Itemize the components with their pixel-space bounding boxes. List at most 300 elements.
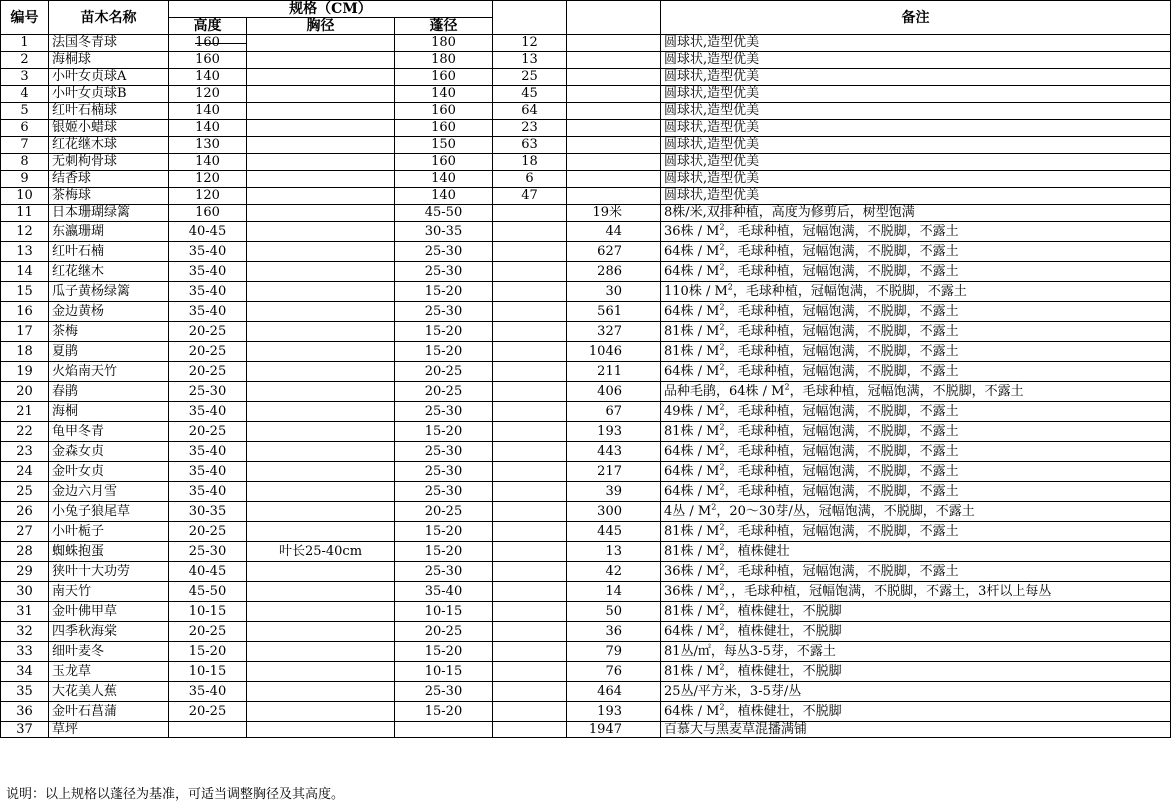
cell-qty-b: 1046 xyxy=(567,342,661,362)
table-row xyxy=(1,542,1171,562)
cell-dbh xyxy=(247,242,395,262)
remark-text: 110株 / M xyxy=(664,283,728,299)
cell-crown: 150 xyxy=(395,137,493,154)
cell-num: 27 xyxy=(1,522,49,542)
superscript: 2 xyxy=(719,562,725,572)
cell-dbh xyxy=(247,342,395,362)
cell-remark xyxy=(661,154,1171,171)
cell-qty-a: 63 xyxy=(493,137,567,154)
cell-qty-b: 217 xyxy=(567,462,661,482)
superscript: 2 xyxy=(719,482,725,492)
remark-text: 64株 / M xyxy=(664,623,720,639)
cell-remark xyxy=(661,222,1171,242)
cell-height: 40-45 xyxy=(169,562,247,582)
cell-crown: 25-30 xyxy=(395,402,493,422)
cell-dbh xyxy=(247,120,395,137)
cell-num: 3 xyxy=(1,69,49,86)
cell-name: 红叶石楠球 xyxy=(49,103,169,120)
cell-height: 140 xyxy=(169,120,247,137)
superscript: 2 xyxy=(719,302,725,312)
cell-name: 红叶石楠 xyxy=(49,242,169,262)
table-row xyxy=(1,35,1171,52)
remark-text: 64株 / M xyxy=(664,243,720,259)
cell-remark xyxy=(661,522,1171,542)
cell-dbh xyxy=(247,137,395,154)
cell-crown: 35-40 xyxy=(395,582,493,602)
remark-text: 25丛/平方米，3-5芽/丛 xyxy=(664,683,802,699)
superscript: 2 xyxy=(719,602,725,612)
cell-remark xyxy=(661,362,1171,382)
cell-remark xyxy=(661,382,1171,402)
cell-qty-b: 76 xyxy=(567,662,661,682)
remark-text-tail: ，毛球种植，冠幅饱满，不脱脚，不露土 xyxy=(724,323,959,339)
cell-num: 32 xyxy=(1,622,49,642)
superscript: 2 xyxy=(719,222,725,232)
cell-crown: 15-20 xyxy=(395,702,493,722)
cell-dbh xyxy=(247,52,395,69)
table-row xyxy=(1,262,1171,282)
superscript: 2 xyxy=(719,542,725,552)
cell-crown: 15-20 xyxy=(395,542,493,562)
remark-text: 圆球状,造型优美 xyxy=(664,103,760,118)
cell-qty-b xyxy=(567,137,661,154)
cell-qty-b: 286 xyxy=(567,262,661,282)
cell-crown: 160 xyxy=(395,69,493,86)
cell-name: 南天竹 xyxy=(49,582,169,602)
remark-text: 64株 / M xyxy=(664,483,720,499)
cell-qty-a xyxy=(493,282,567,302)
cell-qty-a xyxy=(493,262,567,282)
cell-qty-b xyxy=(567,86,661,103)
superscript: 2 xyxy=(719,242,725,252)
cell-height: 20-25 xyxy=(169,362,247,382)
cell-name: 蜘蛛抱蛋 xyxy=(49,542,169,562)
cell-qty-a xyxy=(493,662,567,682)
cell-crown: 15-20 xyxy=(395,342,493,362)
remark-text: 品种毛鹃，64株 / M xyxy=(664,383,785,399)
cell-qty-a xyxy=(493,442,567,462)
cell-dbh xyxy=(247,582,395,602)
cell-remark xyxy=(661,103,1171,120)
cell-num: 36 xyxy=(1,702,49,722)
remark-text: 81株 / M xyxy=(664,523,720,539)
cell-remark xyxy=(661,702,1171,722)
cell-remark xyxy=(661,262,1171,282)
remark-text-tail: ，毛球种植，冠幅饱满，不脱脚，不露土 xyxy=(724,563,959,579)
table-row xyxy=(1,642,1171,662)
cell-name: 金边六月雪 xyxy=(49,482,169,502)
cell-crown: 25-30 xyxy=(395,442,493,462)
cell-crown: 140 xyxy=(395,188,493,205)
cell-num: 22 xyxy=(1,422,49,442)
remark-text-tail: ，毛球种植，冠幅饱满，不脱脚，不露土 xyxy=(724,463,959,479)
cell-height: 140 xyxy=(169,69,247,86)
cell-qty-a xyxy=(493,622,567,642)
cell-qty-a xyxy=(493,682,567,702)
cell-dbh xyxy=(247,69,395,86)
cell-crown: 160 xyxy=(395,103,493,120)
cell-qty-a xyxy=(493,482,567,502)
cell-qty-b: 561 xyxy=(567,302,661,322)
cell-crown: 25-30 xyxy=(395,562,493,582)
superscript: 2 xyxy=(719,422,725,432)
cell-num: 34 xyxy=(1,662,49,682)
cell-qty-a: 12 xyxy=(493,35,567,52)
cell-name: 茶梅 xyxy=(49,322,169,342)
superscript: 2 xyxy=(719,582,725,592)
table-row xyxy=(1,502,1171,522)
table-row xyxy=(1,137,1171,154)
cell-qty-b: 300 xyxy=(567,502,661,522)
cell-qty-b: 36 xyxy=(567,622,661,642)
superscript: 2 xyxy=(719,522,725,532)
cell-num: 23 xyxy=(1,442,49,462)
cell-num: 14 xyxy=(1,262,49,282)
cell-num: 33 xyxy=(1,642,49,662)
cell-qty-b: 627 xyxy=(567,242,661,262)
cell-qty-a: 25 xyxy=(493,69,567,86)
remark-text-tail: ，毛球种植，冠幅饱满，不脱脚，不露土 xyxy=(724,223,959,239)
cell-num: 28 xyxy=(1,542,49,562)
cell-dbh xyxy=(247,402,395,422)
cell-qty-a: 18 xyxy=(493,154,567,171)
cell-crown: 140 xyxy=(395,86,493,103)
cell-height: 35-40 xyxy=(169,462,247,482)
table-row xyxy=(1,442,1171,462)
superscript: 2 xyxy=(719,342,725,352)
strike-height: 160 xyxy=(195,35,220,50)
cell-dbh xyxy=(247,662,395,682)
cell-remark xyxy=(661,542,1171,562)
cell-name: 狭叶十大功劳 xyxy=(49,562,169,582)
cell-qty-b xyxy=(567,188,661,205)
cell-qty-b: 39 xyxy=(567,482,661,502)
cell-qty-b: 44 xyxy=(567,222,661,242)
cell-height: 35-40 xyxy=(169,242,247,262)
cell-remark xyxy=(661,137,1171,154)
table-row xyxy=(1,402,1171,422)
cell-qty-a: 64 xyxy=(493,103,567,120)
cell-crown: 20-25 xyxy=(395,362,493,382)
remark-text: 百慕大与黑麦草混播满铺 xyxy=(664,721,808,737)
remark-text: 64株 / M xyxy=(664,363,720,379)
remark-text-tail: ，毛球种植，冠幅饱满，不脱脚，不露土 xyxy=(732,283,967,299)
remark-text-tail: ，毛球种植，冠幅饱满，不脱脚，不露土 xyxy=(724,423,959,439)
cell-height: 40-45 xyxy=(169,222,247,242)
cell-crown: 160 xyxy=(395,154,493,171)
cell-remark xyxy=(661,302,1171,322)
table-row xyxy=(1,222,1171,242)
cell-crown: 20-25 xyxy=(395,382,493,402)
cell-height: 20-25 xyxy=(169,702,247,722)
superscript: 2 xyxy=(719,402,725,412)
cell-qty-a xyxy=(493,362,567,382)
cell-height: 20-25 xyxy=(169,622,247,642)
cell-height: 120 xyxy=(169,171,247,188)
cell-qty-a xyxy=(493,562,567,582)
cell-name: 小叶女贞球B xyxy=(49,86,169,103)
cell-qty-a xyxy=(493,502,567,522)
cell-num: 37 xyxy=(1,722,49,738)
cell-dbh xyxy=(247,602,395,622)
cell-height: 20-25 xyxy=(169,342,247,362)
cell-name: 金边黄杨 xyxy=(49,302,169,322)
cell-height: 20-25 xyxy=(169,322,247,342)
cell-qty-b: 193 xyxy=(567,702,661,722)
table-row xyxy=(1,52,1171,69)
cell-num: 16 xyxy=(1,302,49,322)
table-row xyxy=(1,103,1171,120)
cell-num: 15 xyxy=(1,282,49,302)
cell-qty-b: 79 xyxy=(567,642,661,662)
cell-qty-a: 23 xyxy=(493,120,567,137)
header-num: 编号 xyxy=(1,1,49,35)
cell-remark xyxy=(661,52,1171,69)
cell-name: 金叶石菖蒲 xyxy=(49,702,169,722)
cell-name: 龟甲冬青 xyxy=(49,422,169,442)
cell-dbh: 叶长25-40cm xyxy=(247,542,395,562)
cell-qty-a xyxy=(493,382,567,402)
cell-num: 26 xyxy=(1,502,49,522)
cell-height: 35-40 xyxy=(169,282,247,302)
table-row xyxy=(1,242,1171,262)
cell-qty-b: 30 xyxy=(567,282,661,302)
cell-name: 茶梅球 xyxy=(49,188,169,205)
remark-text: 36株 / M xyxy=(664,583,720,599)
cell-remark xyxy=(661,35,1171,52)
cell-num: 10 xyxy=(1,188,49,205)
remark-text-tail: ，植株健壮，不脱脚 xyxy=(724,623,842,639)
cell-qty-a xyxy=(493,722,567,738)
cell-height: 45-50 xyxy=(169,582,247,602)
remark-text-tail: ，植株健壮，不脱脚 xyxy=(724,663,842,679)
table-row xyxy=(1,282,1171,302)
superscript: 2 xyxy=(719,362,725,372)
cell-remark xyxy=(661,442,1171,462)
cell-dbh xyxy=(247,562,395,582)
cell-crown: 15-20 xyxy=(395,422,493,442)
remark-text-tail: ，毛球种植，冠幅饱满，不脱脚，不露土 xyxy=(724,303,959,319)
cell-name: 法国冬青球 xyxy=(49,35,169,52)
remark-text-tail: ，毛球种植，冠幅饱满，不脱脚，不露土 xyxy=(724,243,959,259)
cell-qty-b xyxy=(567,120,661,137)
remark-text: 36株 / M xyxy=(664,223,720,239)
cell-num: 1 xyxy=(1,35,49,52)
remark-text: 8株/米,双排种植，高度为修剪后，树型饱满 xyxy=(664,205,915,220)
cell-num: 35 xyxy=(1,682,49,702)
cell-name: 无刺枸骨球 xyxy=(49,154,169,171)
cell-num: 2 xyxy=(1,52,49,69)
cell-height: 160 xyxy=(169,205,247,222)
cell-dbh xyxy=(247,462,395,482)
cell-remark xyxy=(661,602,1171,622)
cell-remark xyxy=(661,562,1171,582)
table-row xyxy=(1,382,1171,402)
remark-text-tail: ，毛球种植，冠幅饱满，不脱脚，不露土 xyxy=(724,263,959,279)
remark-text: 圆球状,造型优美 xyxy=(664,35,760,50)
cell-qty-b: 67 xyxy=(567,402,661,422)
cell-dbh xyxy=(247,362,395,382)
cell-qty-b xyxy=(567,171,661,188)
cell-height: 10-15 xyxy=(169,662,247,682)
remark-text: 圆球状,造型优美 xyxy=(664,188,760,203)
remark-text: 64株 / M xyxy=(664,703,720,719)
cell-remark xyxy=(661,120,1171,137)
remark-text-tail: ，植株健壮 xyxy=(724,543,790,559)
cell-num: 6 xyxy=(1,120,49,137)
remark-text-tail: ，毛球种植，冠幅饱满，不脱脚，不露土 xyxy=(724,523,959,539)
cell-remark xyxy=(661,205,1171,222)
superscript: 2 xyxy=(719,702,725,712)
remark-text: 圆球状,造型优美 xyxy=(664,86,760,101)
cell-crown: 15-20 xyxy=(395,642,493,662)
cell-num: 21 xyxy=(1,402,49,422)
cell-name: 瓜子黄杨绿篱 xyxy=(49,282,169,302)
remark-text: 81株 / M xyxy=(664,543,720,559)
remark-text: 圆球状,造型优美 xyxy=(664,137,760,152)
cell-height: 35-40 xyxy=(169,442,247,462)
cell-crown: 25-30 xyxy=(395,242,493,262)
cell-crown: 30-35 xyxy=(395,222,493,242)
cell-remark xyxy=(661,462,1171,482)
cell-qty-a: 45 xyxy=(493,86,567,103)
remark-text: 81株 / M xyxy=(664,323,720,339)
cell-name: 海桐球 xyxy=(49,52,169,69)
cell-height: 140 xyxy=(169,154,247,171)
cell-qty-b: 327 xyxy=(567,322,661,342)
cell-num: 9 xyxy=(1,171,49,188)
cell-qty-a xyxy=(493,522,567,542)
cell-dbh xyxy=(247,262,395,282)
table-row xyxy=(1,322,1171,342)
cell-height: 15-20 xyxy=(169,642,247,662)
cell-crown: 180 xyxy=(395,35,493,52)
superscript: 2 xyxy=(719,462,725,472)
cell-num: 4 xyxy=(1,86,49,103)
table-row xyxy=(1,482,1171,502)
cell-name: 金叶佛甲草 xyxy=(49,602,169,622)
cell-qty-a xyxy=(493,242,567,262)
table-row xyxy=(1,205,1171,222)
table-row xyxy=(1,86,1171,103)
cell-name: 草坪 xyxy=(49,722,169,738)
remark-text: 64株 / M xyxy=(664,463,720,479)
cell-name: 小兔子狼尾草 xyxy=(49,502,169,522)
cell-dbh xyxy=(247,103,395,120)
cell-qty-b xyxy=(567,52,661,69)
cell-remark xyxy=(661,422,1171,442)
cell-name: 日本珊瑚绿篱 xyxy=(49,205,169,222)
table-row xyxy=(1,362,1171,382)
cell-num: 29 xyxy=(1,562,49,582)
table-row xyxy=(1,562,1171,582)
cell-qty-a xyxy=(493,302,567,322)
remark-text: 64株 / M xyxy=(664,263,720,279)
cell-num: 30 xyxy=(1,582,49,602)
cell-qty-a xyxy=(493,422,567,442)
cell-remark xyxy=(661,642,1171,662)
cell-name: 银姬小蜡球 xyxy=(49,120,169,137)
table-row xyxy=(1,188,1171,205)
cell-num: 8 xyxy=(1,154,49,171)
remark-text-tail: ，毛球种植，冠幅饱满，不脱脚，不露土 xyxy=(724,443,959,459)
remark-text: 49株 / M xyxy=(664,403,720,419)
cell-height: 35-40 xyxy=(169,262,247,282)
cell-remark xyxy=(661,582,1171,602)
cell-qty-a xyxy=(493,582,567,602)
cell-remark xyxy=(661,622,1171,642)
cell-remark xyxy=(661,188,1171,205)
cell-remark xyxy=(661,242,1171,262)
header-row-1 xyxy=(1,1,1171,18)
cell-dbh xyxy=(247,722,395,738)
cell-height: 20-25 xyxy=(169,422,247,442)
cell-crown: 25-30 xyxy=(395,302,493,322)
cell-remark xyxy=(661,69,1171,86)
cell-dbh xyxy=(247,154,395,171)
cell-height: 35-40 xyxy=(169,402,247,422)
cell-name: 火焰南天竹 xyxy=(49,362,169,382)
cell-height: 120 xyxy=(169,86,247,103)
cell-qty-b: 193 xyxy=(567,422,661,442)
cell-height: 30-35 xyxy=(169,502,247,522)
cell-num: 31 xyxy=(1,602,49,622)
cell-height xyxy=(169,35,247,52)
table-row xyxy=(1,722,1171,738)
cell-remark xyxy=(661,482,1171,502)
cell-crown: 45-50 xyxy=(395,205,493,222)
remark-text-tail: ，毛球种植，冠幅饱满，不脱脚，不露土 xyxy=(724,363,959,379)
cell-num: 25 xyxy=(1,482,49,502)
cell-num: 12 xyxy=(1,222,49,242)
cell-remark xyxy=(661,402,1171,422)
cell-remark xyxy=(661,86,1171,103)
table-row xyxy=(1,682,1171,702)
remark-text-tail: ，植株健壮，不脱脚 xyxy=(724,703,842,719)
cell-qty-b: 13 xyxy=(567,542,661,562)
cell-dbh xyxy=(247,382,395,402)
table-row xyxy=(1,69,1171,86)
remark-text: 4丛 / M xyxy=(664,503,712,519)
remark-text: 圆球状,造型优美 xyxy=(664,69,760,84)
cell-height xyxy=(169,722,247,738)
remark-text: 圆球状,造型优美 xyxy=(664,154,760,169)
cell-name: 东瀛珊瑚 xyxy=(49,222,169,242)
cell-crown: 140 xyxy=(395,171,493,188)
remark-text: 81丛/㎡，每丛3-5芽，不露土 xyxy=(664,643,836,659)
remark-text: 81株 / M xyxy=(664,423,720,439)
cell-crown: 15-20 xyxy=(395,282,493,302)
cell-dbh xyxy=(247,188,395,205)
remark-text: 64株 / M xyxy=(664,443,720,459)
cell-remark xyxy=(661,722,1171,738)
cell-qty-b: 42 xyxy=(567,562,661,582)
cell-remark xyxy=(661,342,1171,362)
cell-qty-a: 13 xyxy=(493,52,567,69)
header-remark: 备注 xyxy=(661,1,1171,35)
table-row xyxy=(1,522,1171,542)
cell-dbh xyxy=(247,482,395,502)
cell-dbh xyxy=(247,222,395,242)
cell-qty-a xyxy=(493,702,567,722)
cell-qty-b: 445 xyxy=(567,522,661,542)
cell-qty-a xyxy=(493,462,567,482)
superscript: 2 xyxy=(719,442,725,452)
cell-qty-b: 443 xyxy=(567,442,661,462)
cell-num: 20 xyxy=(1,382,49,402)
cell-dbh xyxy=(247,322,395,342)
superscript: 2 xyxy=(727,282,733,292)
